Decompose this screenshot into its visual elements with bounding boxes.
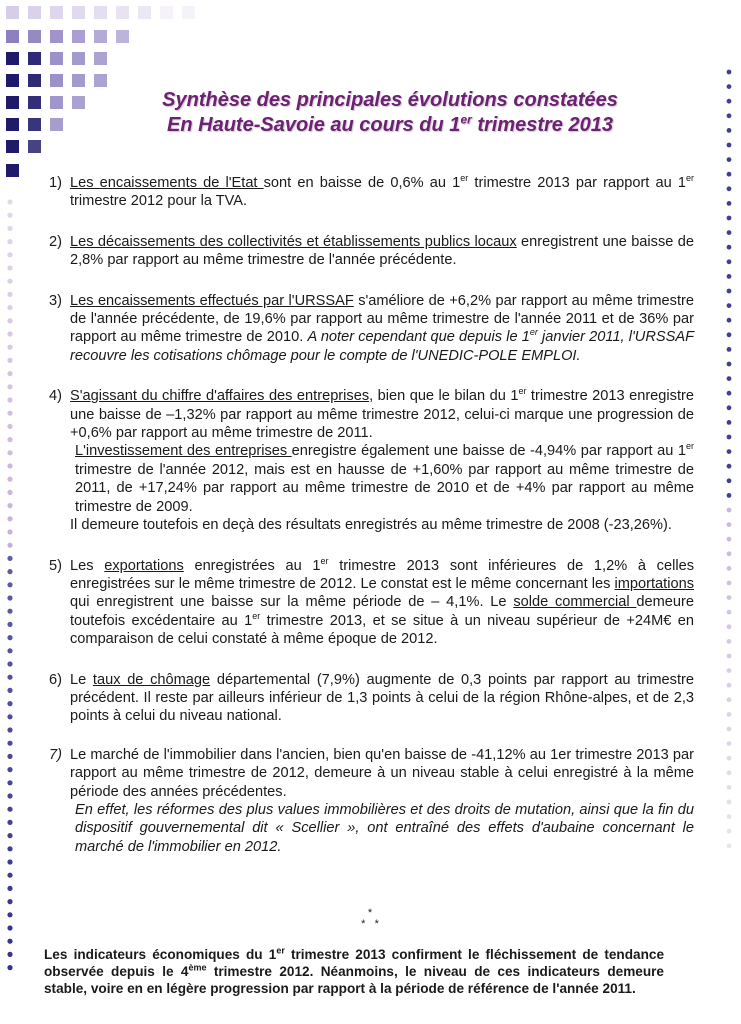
decorative-dot xyxy=(727,697,732,702)
item-text xyxy=(70,746,694,856)
decorative-dot xyxy=(7,622,12,627)
decorative-dot xyxy=(7,873,12,878)
decorative-dot xyxy=(7,239,12,244)
decorative-dot xyxy=(727,435,732,440)
decorative-dot xyxy=(727,362,732,367)
decorative-dot xyxy=(727,245,732,250)
decorative-square xyxy=(94,30,107,43)
decorative-square xyxy=(28,96,41,109)
decorative-square xyxy=(72,96,85,109)
decorative-dot xyxy=(727,376,732,381)
decorative-square xyxy=(6,164,19,177)
decorative-dot xyxy=(7,318,12,323)
decorative-dot xyxy=(7,213,12,218)
decorative-dot xyxy=(727,624,732,629)
item-paragraph: Le marché de l'immobilier dans l'ancien, bien qu'en baisse de -41,12% au 1er trimestre 2013 par rapport au même trimestre de 2012, demeure à un niveau stable à celui enregistré à la même période des années précédentes. xyxy=(70,746,694,800)
document-title xyxy=(120,88,660,138)
decorative-square xyxy=(116,30,129,43)
decorative-dot xyxy=(727,566,732,571)
decorative-dot xyxy=(727,464,732,469)
decorative-square xyxy=(6,140,19,153)
decorative-dot xyxy=(7,543,12,548)
decorative-dot xyxy=(727,610,732,615)
decorative-dot xyxy=(727,347,732,352)
decorative-dot xyxy=(727,201,732,206)
decorative-dot xyxy=(727,508,732,513)
decorative-square xyxy=(6,74,19,87)
decorative-dot xyxy=(7,569,12,574)
decorative-dot xyxy=(7,279,12,284)
section-separator: * * * xyxy=(361,907,379,930)
decorative-dot xyxy=(727,654,732,659)
decorative-dot xyxy=(7,437,12,442)
decorative-square xyxy=(6,52,19,65)
decorative-dot xyxy=(7,397,12,402)
decorative-dot xyxy=(727,814,732,819)
decorative-square xyxy=(72,74,85,87)
decorative-dot xyxy=(727,391,732,396)
item-text xyxy=(70,387,694,534)
decorative-dot xyxy=(727,683,732,688)
decorative-square xyxy=(50,30,63,43)
list-item xyxy=(38,292,694,366)
decorative-dot xyxy=(7,371,12,376)
decorative-dot xyxy=(7,463,12,468)
decorative-square xyxy=(28,140,41,153)
decorative-dot xyxy=(7,252,12,257)
decorative-dot xyxy=(7,741,12,746)
item-number: 5) xyxy=(49,557,62,574)
decorative-dot xyxy=(7,582,12,587)
decorative-dot xyxy=(727,668,732,673)
decorative-dot xyxy=(7,939,12,944)
decorative-dot xyxy=(7,767,12,772)
decorative-dot xyxy=(7,529,12,534)
decorative-dot xyxy=(7,820,12,825)
decorative-dot xyxy=(727,318,732,323)
decorative-dot xyxy=(727,522,732,527)
decorative-square xyxy=(50,6,63,19)
decorative-square xyxy=(72,30,85,43)
decorative-dot xyxy=(7,411,12,416)
item-text: Les encaissements effectués par l'URSSAF s'améliore de +6,2% par rapport au même trimestre de l'année précédente, de 19,6% par rapport au même trimestre de l'année 2011 et de 36% par rapport au même trimestre de 2010. A noter cependant que depuis le 1er janvier 2011, l'URSSAF recouvre les cotisations chômage pour le compte de l'UNEDIC-POLE EMPLOI. xyxy=(70,292,694,364)
list-item xyxy=(38,746,694,856)
decorative-dot xyxy=(727,172,732,177)
decorative-dot xyxy=(7,701,12,706)
decorative-dot xyxy=(7,714,12,719)
decorative-dot xyxy=(727,420,732,425)
decorative-dot xyxy=(7,345,12,350)
decorative-dot xyxy=(7,305,12,310)
decorative-square xyxy=(138,6,151,19)
decorative-dot xyxy=(7,384,12,389)
decorative-dot xyxy=(7,754,12,759)
decorative-dot xyxy=(7,595,12,600)
decorative-dot xyxy=(727,581,732,586)
decorative-square xyxy=(28,118,41,131)
item-paragraph: S'agissant du chiffre d'affaires des entreprises, bien que le bilan du 1er trimestre 2013 enregistre une baisse de –1,32% par rapport au même trimestre 2012, celui-ci marque une progression de +0,6% par rapport au même trimestre de 2011. xyxy=(70,386,694,442)
decorative-square xyxy=(6,30,19,43)
decorative-square xyxy=(6,118,19,131)
decorative-dot xyxy=(7,199,12,204)
findings-list xyxy=(38,174,694,856)
decorative-dot xyxy=(7,424,12,429)
title-line-1: Synthèse des principales évolutions constatées xyxy=(162,89,618,111)
decorative-dot xyxy=(727,595,732,600)
item-number: 2) xyxy=(49,233,62,250)
decorative-square xyxy=(6,6,19,19)
decorative-dot xyxy=(7,727,12,732)
decorative-dot xyxy=(727,70,732,75)
decorative-dot xyxy=(7,780,12,785)
decorative-square xyxy=(72,6,85,19)
decorative-square xyxy=(6,96,19,109)
item-paragraph: L'investissement des entreprises enregistre également une baisse de -4,94% par rapport au 1er trimestre de l'année 2012, mais est en hausse de +1,60% par rapport au même trimestre de 2011, de +17,24% par rapport au même trimestre de 2010 et de +4% par rapport au même trimestre de 2009. xyxy=(75,441,694,515)
decorative-dot xyxy=(727,537,732,542)
list-item xyxy=(38,671,694,726)
decorative-square xyxy=(28,52,41,65)
decorative-dot xyxy=(727,289,732,294)
item-number: 3) xyxy=(49,292,62,309)
decorative-dot xyxy=(7,503,12,508)
decorative-dot xyxy=(727,186,732,191)
decorative-dot xyxy=(727,449,732,454)
decorative-dot xyxy=(727,551,732,556)
decorative-dot xyxy=(7,556,12,561)
decorative-square xyxy=(28,74,41,87)
item-number: 6) xyxy=(49,671,62,688)
decorative-dot xyxy=(727,843,732,848)
decorative-square xyxy=(50,96,63,109)
decorative-dot xyxy=(7,675,12,680)
decorative-dot xyxy=(7,609,12,614)
decorative-dot xyxy=(7,688,12,693)
decorative-dot xyxy=(727,259,732,264)
decorative-square xyxy=(72,52,85,65)
decorative-square xyxy=(50,74,63,87)
decorative-square xyxy=(94,74,107,87)
decorative-dot xyxy=(7,477,12,482)
decorative-dot xyxy=(727,99,732,104)
decorative-dot xyxy=(7,516,12,521)
decorative-dot xyxy=(727,639,732,644)
decorative-dot xyxy=(727,756,732,761)
decorative-square xyxy=(94,52,107,65)
decorative-dot xyxy=(727,303,732,308)
decorative-dot xyxy=(727,274,732,279)
decorative-dot xyxy=(7,450,12,455)
decorative-dot xyxy=(727,128,732,133)
item-text: Les décaissements des collectivités et établissements publics locaux enregistrent une baisse de 2,8% par rapport au même trimestre de l'année précédente. xyxy=(70,233,694,269)
decorative-dot xyxy=(7,490,12,495)
decorative-square xyxy=(160,6,173,19)
decorative-dot xyxy=(727,113,732,118)
decorative-dot xyxy=(727,741,732,746)
decorative-square xyxy=(50,52,63,65)
item-text: Le taux de chômage départemental (7,9%) augmente de 0,3 points par rapport au trimestre précédent. Il reste par ailleurs inférieur de 1,3 points à celui de la région Rhône-alpes, et de 2,3 points à celui du niveau national. xyxy=(70,671,694,725)
list-item xyxy=(38,174,694,211)
decorative-dot xyxy=(7,899,12,904)
decorative-dot xyxy=(7,807,12,812)
decorative-dot xyxy=(727,829,732,834)
decorative-dot xyxy=(727,230,732,235)
decorative-dot xyxy=(727,727,732,732)
decorative-dot xyxy=(7,265,12,270)
item-text: Les exportations enregistrées au 1er trimestre 2013 sont inférieures de 1,2% à celles enregistrées sur le même trimestre de 2012. Le constat est le même concernant les importations qui enregistrent une baisse sur la même période de – 4,1%. Le solde commercial demeure toutefois excédentaire au 1er trimestre 2013, et se situe à un niveau supérieur de +24M€ en comparaison de celui constaté à même époque de 2012. xyxy=(70,555,694,648)
decorative-dot xyxy=(7,793,12,798)
decorative-dot xyxy=(727,84,732,89)
decorative-dot xyxy=(7,965,12,970)
decorative-dot xyxy=(727,332,732,337)
decorative-dot xyxy=(727,405,732,410)
decorative-dot xyxy=(727,143,732,148)
list-item xyxy=(38,557,694,649)
conclusion-paragraph: Les indicateurs économiques du 1er trimestre 2013 confirment le fléchissement de tendance observée depuis le 4ème trimestre 2012. Néanmoins, le niveau de ces indicateurs demeure stable, voire en en légère progression par rapport à la période de référence de l'année 2011. xyxy=(44,945,665,996)
item-paragraph: Il demeure toutefois en deçà des résultats enregistrés au même trimestre de 2008 (-23,26%). xyxy=(70,517,672,534)
decorative-dot xyxy=(7,358,12,363)
item-number: 1) xyxy=(49,175,62,191)
decorative-dot xyxy=(7,226,12,231)
decorative-dot xyxy=(727,785,732,790)
decorative-dot xyxy=(7,925,12,930)
decorative-dot xyxy=(7,292,12,297)
decorative-dot xyxy=(7,331,12,336)
decorative-dot xyxy=(727,493,732,498)
list-item xyxy=(38,233,694,270)
item-number: 4) xyxy=(49,388,62,405)
decorative-dot xyxy=(7,648,12,653)
decorative-dot xyxy=(7,859,12,864)
item-text: Les encaissements de l'Etat sont en baisse de 0,6% au 1er trimestre 2013 par rapport au 1er trimestre 2012 pour la TVA. xyxy=(70,173,694,210)
list-item xyxy=(38,387,694,534)
title-line-2: En Haute-Savoie au cours du 1er trimestre 2013 xyxy=(167,112,613,136)
decorative-dot xyxy=(7,635,12,640)
decorative-dot xyxy=(727,712,732,717)
decorative-dot xyxy=(7,886,12,891)
decorative-dot xyxy=(7,952,12,957)
decorative-dot xyxy=(7,912,12,917)
decorative-square xyxy=(28,30,41,43)
decorative-dot xyxy=(727,478,732,483)
decorative-square xyxy=(182,6,195,19)
decorative-dot xyxy=(727,157,732,162)
item-paragraph: En effet, les réformes des plus values immobilières et des droits de mutation, ainsi que la fin du dispositif gouvernemental dit « Scellier », ont entraîné des effets d'aubaine concernant le marché de l'immobilier en 2012. xyxy=(75,801,694,855)
decorative-dot xyxy=(7,833,12,838)
decorative-square xyxy=(50,118,63,131)
decorative-dot xyxy=(727,216,732,221)
item-number: 7) xyxy=(49,746,62,763)
decorative-square xyxy=(28,6,41,19)
decorative-dot xyxy=(727,800,732,805)
decorative-square xyxy=(94,6,107,19)
decorative-dot xyxy=(7,661,12,666)
decorative-dot xyxy=(7,846,12,851)
decorative-dot xyxy=(727,770,732,775)
decorative-square xyxy=(116,6,129,19)
